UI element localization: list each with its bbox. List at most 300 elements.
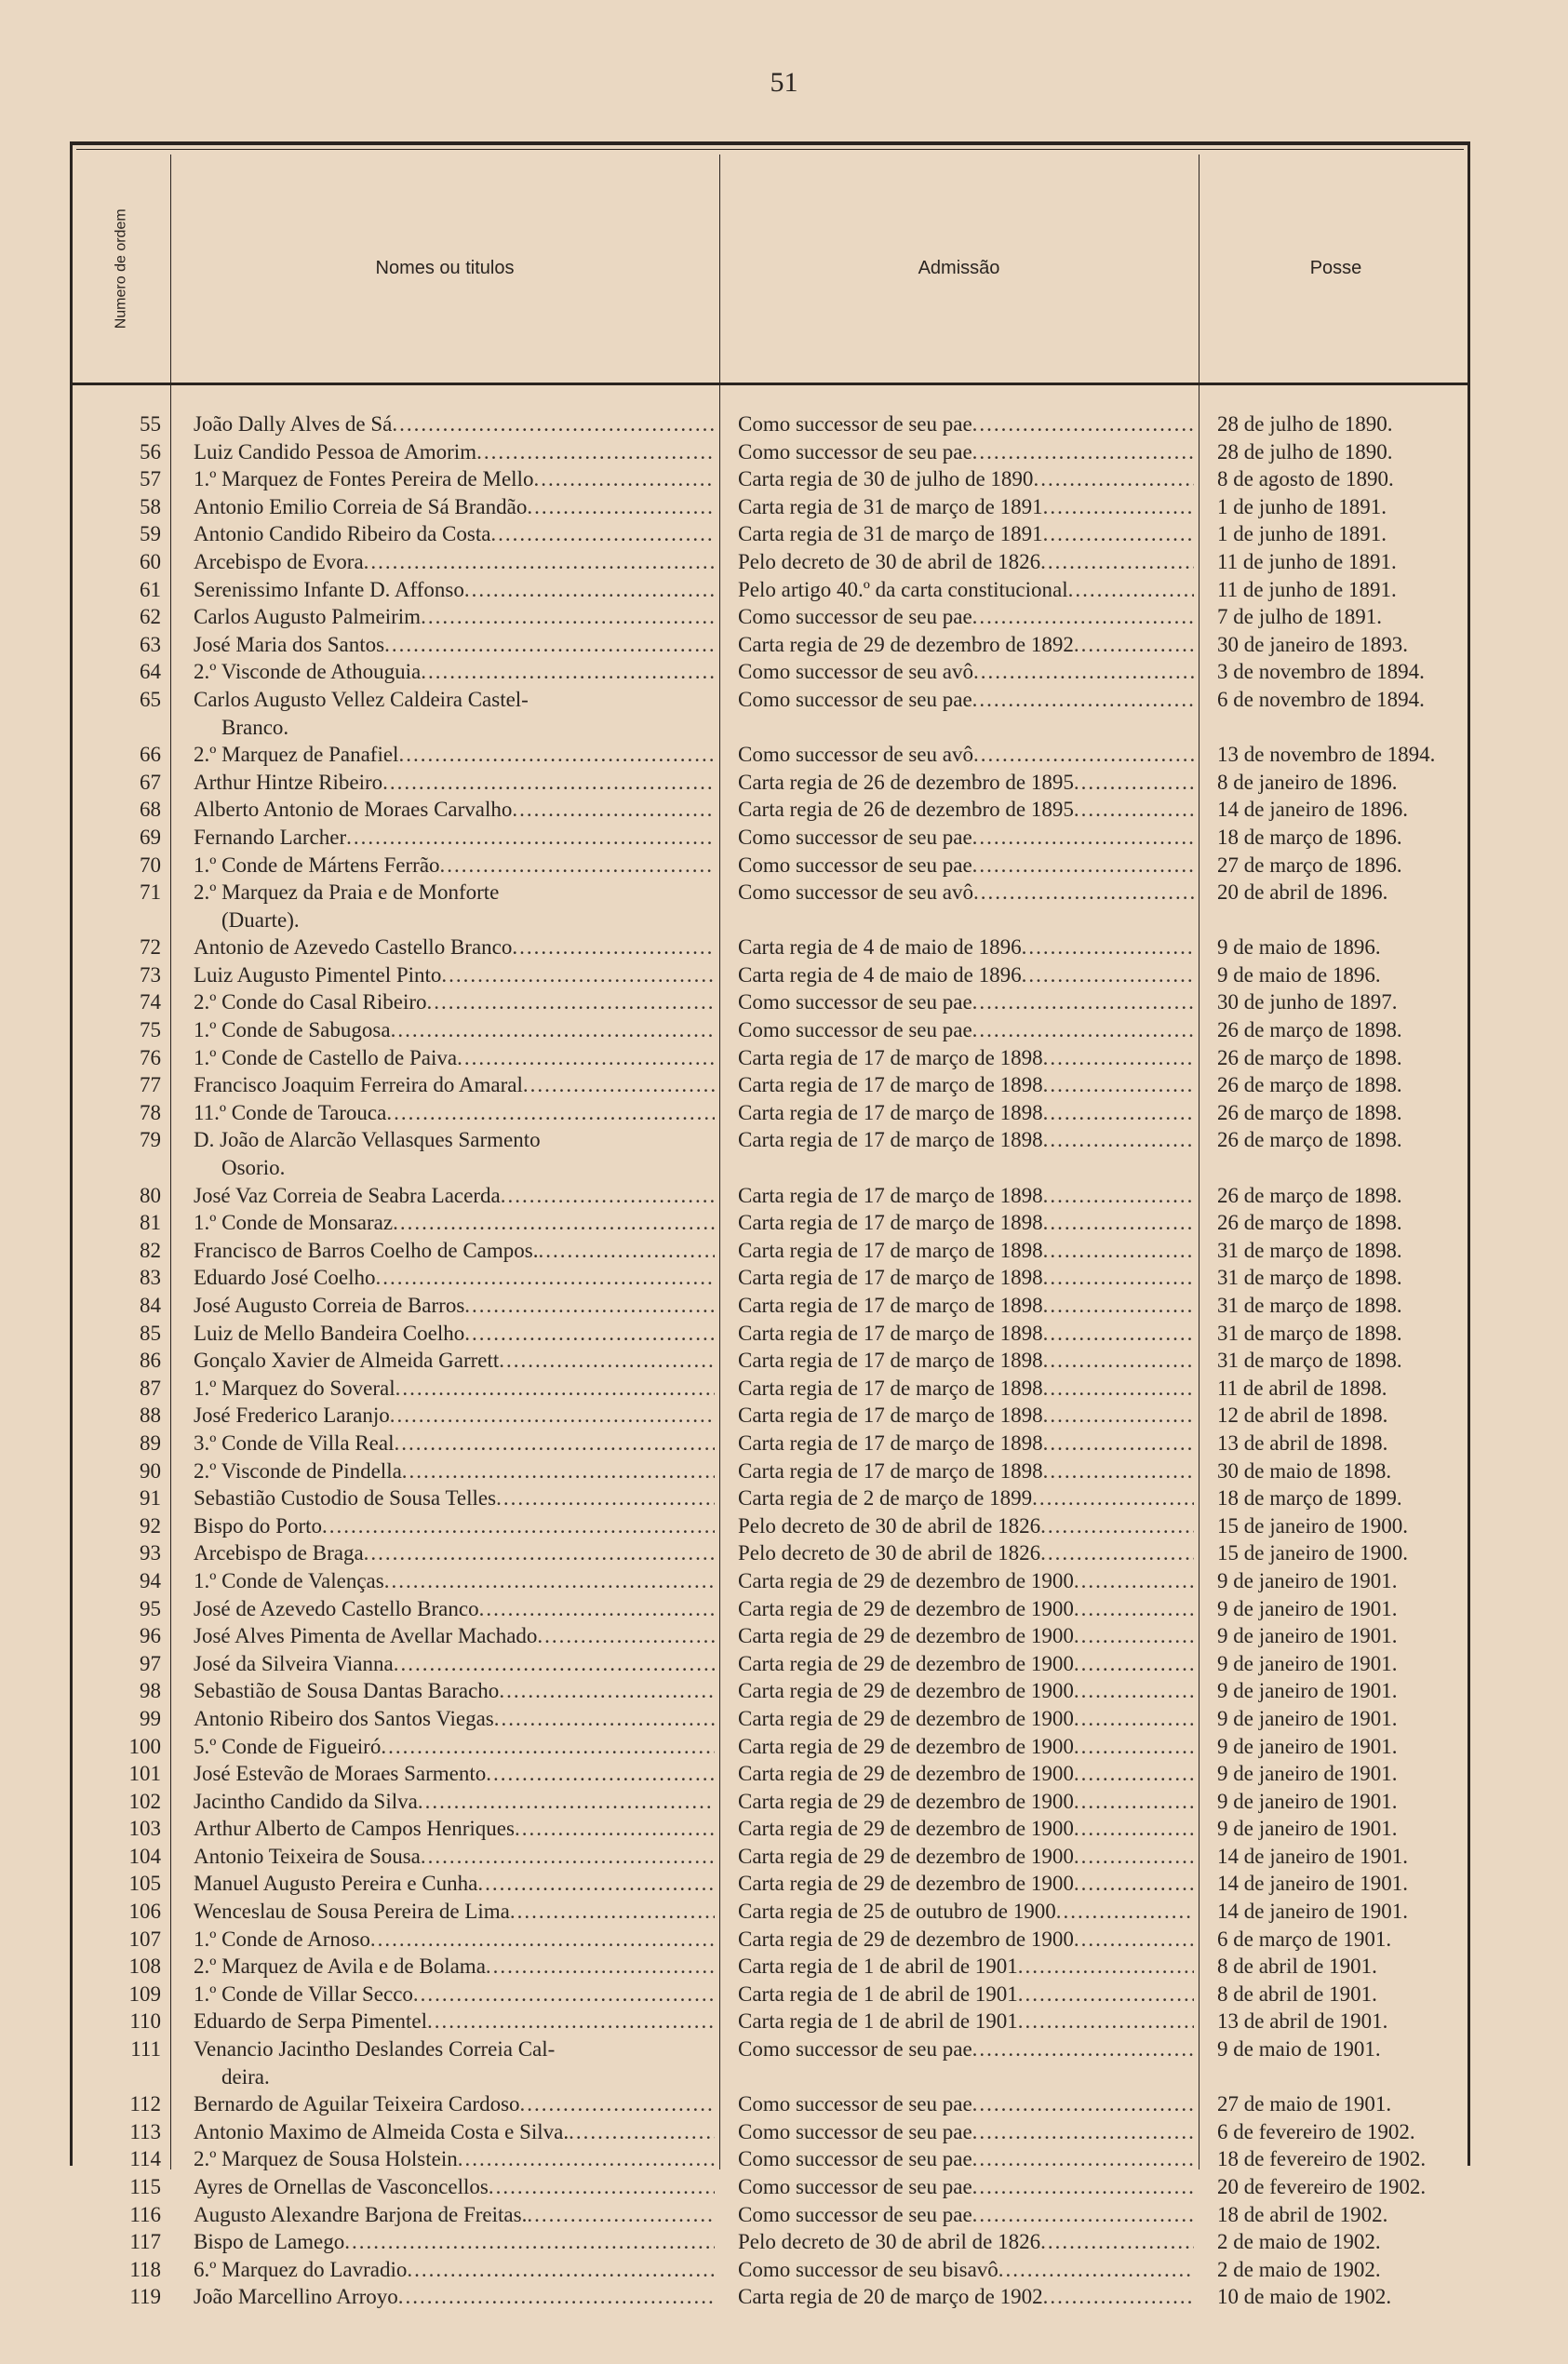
row-admissao bbox=[738, 1539, 1194, 1567]
row-posse: 18 de março de 1899. bbox=[1217, 1486, 1402, 1511]
row-number: 87 bbox=[140, 1376, 161, 1400]
row-name-text: Antonio Teixeira de Sousa bbox=[194, 1844, 421, 1868]
table-row bbox=[73, 769, 1467, 797]
row-number: 113 bbox=[129, 2119, 161, 2143]
row-name bbox=[194, 2145, 715, 2173]
row-name bbox=[194, 1375, 715, 1403]
dot-leader bbox=[370, 1926, 715, 1954]
row-posse: 1 de junho de 1891. bbox=[1217, 522, 1387, 546]
dot-leader bbox=[477, 1870, 715, 1898]
row-admissao bbox=[738, 741, 1194, 769]
row-name bbox=[194, 1650, 715, 1678]
row-admissao-text: Carta regia de 29 de dezembro de 1900 bbox=[738, 1734, 1074, 1758]
row-admissao-text: Como successor de seu pae bbox=[738, 2119, 972, 2143]
row-admissao-text: Como successor de seu pae bbox=[738, 2147, 972, 2171]
row-name-text: 2.º Visconde de Pindella bbox=[194, 1458, 402, 1483]
row-name-text: José Maria dos Santos bbox=[194, 632, 385, 656]
row-name bbox=[194, 2201, 715, 2229]
row-name-text: Luiz de Mello Bandeira Coelho bbox=[194, 1321, 465, 1345]
dot-leader bbox=[1043, 1099, 1194, 1127]
dot-leader bbox=[1043, 1457, 1194, 1485]
row-name bbox=[194, 1843, 715, 1871]
row-admissao-text: Como successor de seu pae bbox=[738, 853, 972, 877]
row-number: 95 bbox=[140, 1596, 161, 1620]
row-name bbox=[194, 1512, 715, 1540]
row-posse: 31 de março de 1898. bbox=[1217, 1349, 1402, 1373]
row-name-text: Wenceslau de Sousa Pereira de Lima bbox=[194, 1900, 510, 1924]
dot-leader bbox=[972, 2118, 1194, 2146]
dot-leader bbox=[973, 879, 1194, 907]
row-number: 76 bbox=[140, 1045, 161, 1069]
dot-leader bbox=[972, 438, 1194, 466]
row-posse: 8 de abril de 1901. bbox=[1217, 1954, 1377, 1979]
dot-leader bbox=[1074, 1870, 1194, 1898]
row-name bbox=[194, 1347, 715, 1375]
row-admissao bbox=[738, 576, 1194, 604]
row-admissao bbox=[738, 1264, 1194, 1292]
row-name bbox=[194, 1733, 715, 1761]
row-admissao-text: Carta regia de 29 de dezembro de 1900 bbox=[738, 1789, 1074, 1813]
row-number: 75 bbox=[140, 1018, 161, 1042]
dot-leader bbox=[1074, 1622, 1194, 1650]
row-name-text: 2.º Marquez de Panafiel bbox=[194, 743, 399, 767]
row-name-line-1: D. João de Alarcão Vellasques Sarmento bbox=[194, 1128, 541, 1152]
row-posse: 9 de janeiro de 1901. bbox=[1217, 1762, 1398, 1786]
table-row bbox=[73, 796, 1467, 824]
dot-leader bbox=[1043, 1237, 1194, 1265]
row-posse: 14 de janeiro de 1901. bbox=[1217, 1900, 1409, 1924]
table-row bbox=[73, 1320, 1467, 1348]
row-admissao-text: Carta regia de 26 de dezembro de 1895 bbox=[738, 770, 1074, 794]
row-admissao bbox=[738, 988, 1194, 1016]
row-admissao-text: Carta regia de 17 de março de 1898 bbox=[738, 1430, 1043, 1455]
row-name-text: Augusto Alexandre Barjona de Freitas. bbox=[194, 2202, 528, 2226]
row-admissao bbox=[738, 1815, 1194, 1843]
row-admissao bbox=[738, 1320, 1194, 1348]
row-number: 89 bbox=[140, 1430, 161, 1455]
row-name bbox=[194, 1595, 715, 1623]
row-admissao-text: Carta regia de 25 de outubro de 1900 bbox=[738, 1900, 1056, 1924]
row-name bbox=[194, 1677, 715, 1705]
table-row bbox=[73, 852, 1467, 880]
row-posse: 30 de maio de 1898. bbox=[1217, 1458, 1392, 1483]
row-admissao bbox=[738, 1375, 1194, 1403]
row-admissao-text: Como successor de seu pae bbox=[738, 1018, 972, 1042]
row-name bbox=[194, 1898, 715, 1926]
table-row bbox=[73, 465, 1467, 493]
row-admissao-text: Carta regia de 17 de março de 1898 bbox=[738, 1128, 1043, 1152]
row-admissao bbox=[738, 1622, 1194, 1650]
dot-leader bbox=[496, 1484, 715, 1512]
row-name-text: 5.º Conde de Figueiró bbox=[194, 1734, 382, 1758]
row-posse: 9 de janeiro de 1901. bbox=[1217, 1679, 1398, 1703]
row-number: 117 bbox=[129, 2230, 161, 2254]
row-posse: 26 de março de 1898. bbox=[1217, 1183, 1402, 1207]
row-admissao bbox=[738, 1733, 1194, 1761]
dot-leader bbox=[386, 1099, 715, 1127]
dot-leader bbox=[512, 796, 715, 824]
row-posse: 6 de novembro de 1894. bbox=[1217, 687, 1425, 711]
row-posse: 9 de maio de 1896. bbox=[1217, 935, 1381, 960]
row-name-text: Sebastião Custodio de Sousa Telles bbox=[194, 1486, 497, 1511]
row-posse: 26 de março de 1898. bbox=[1217, 1128, 1402, 1152]
table-row bbox=[73, 1650, 1467, 1678]
row-name-text: José de Azevedo Castello Branco bbox=[194, 1596, 479, 1620]
dot-leader bbox=[1074, 1760, 1194, 1788]
row-posse: 13 de abril de 1898. bbox=[1217, 1430, 1388, 1455]
dot-leader bbox=[1040, 2228, 1194, 2256]
dot-leader bbox=[499, 1677, 715, 1705]
register-table bbox=[70, 141, 1470, 2309]
dot-leader bbox=[413, 1981, 715, 2008]
table-row bbox=[73, 1788, 1467, 1816]
dot-leader bbox=[1074, 631, 1194, 659]
row-name bbox=[194, 961, 715, 989]
row-posse: 27 de março de 1896. bbox=[1217, 853, 1402, 877]
table-row bbox=[73, 1512, 1467, 1540]
row-admissao-text: Carta regia de 29 de dezembro de 1900 bbox=[738, 1706, 1074, 1730]
dot-leader bbox=[479, 1595, 715, 1623]
row-admissao-text: Como successor de seu pae bbox=[738, 2202, 972, 2226]
row-posse: 15 de janeiro de 1900. bbox=[1217, 1541, 1409, 1565]
row-admissao-text: Carta regia de 17 de março de 1898 bbox=[738, 1404, 1043, 1428]
row-posse: 8 de abril de 1901. bbox=[1217, 1981, 1377, 2006]
row-name-text: Alberto Antonio de Moraes Carvalho bbox=[194, 798, 513, 822]
row-name bbox=[194, 631, 715, 659]
row-admissao bbox=[738, 2201, 1194, 2229]
row-number: 77 bbox=[140, 1073, 161, 1097]
row-name-line-2: (Duarte). bbox=[221, 907, 300, 932]
row-name-text: 2.º Visconde de Athouguia bbox=[194, 660, 422, 684]
row-name bbox=[194, 1926, 715, 1954]
row-posse: 13 de abril de 1901. bbox=[1217, 2009, 1388, 2034]
row-name-text: José Vaz Correia de Seabra Lacerda bbox=[194, 1183, 501, 1207]
row-admissao-text: Carta regia de 1 de abril de 1901 bbox=[738, 1981, 1018, 2006]
row-name bbox=[194, 1071, 715, 1099]
row-name-text: Gonçalo Xavier de Almeida Garrett bbox=[194, 1349, 500, 1373]
row-number: 91 bbox=[140, 1486, 161, 1511]
row-name bbox=[194, 1953, 715, 1981]
row-posse: 11 de junho de 1891. bbox=[1217, 549, 1397, 573]
row-name bbox=[194, 520, 715, 548]
dot-leader bbox=[1074, 1815, 1194, 1843]
row-name-text: Fernando Larcher bbox=[194, 825, 347, 849]
table-row bbox=[73, 1815, 1467, 1843]
row-number: 92 bbox=[140, 1513, 161, 1538]
row-name bbox=[194, 1126, 715, 1181]
row-admissao bbox=[738, 410, 1194, 438]
row-number: 80 bbox=[140, 1183, 161, 1207]
row-posse: 9 de janeiro de 1901. bbox=[1217, 1734, 1398, 1758]
dot-leader bbox=[523, 1071, 715, 1099]
row-admissao bbox=[738, 1981, 1194, 2008]
dot-leader bbox=[972, 603, 1194, 631]
row-name-text: José Frederico Laranjo bbox=[194, 1404, 390, 1428]
row-admissao-text: Carta regia de 17 de março de 1898 bbox=[738, 1238, 1043, 1262]
table-row bbox=[73, 548, 1467, 576]
dot-leader bbox=[394, 1650, 715, 1678]
table-row bbox=[73, 1292, 1467, 1320]
row-number: 79 bbox=[140, 1128, 161, 1152]
row-name-text: Antonio Candido Ribeiro da Costa bbox=[194, 522, 491, 546]
row-name-text: José Estevão de Moraes Sarmento bbox=[194, 1762, 487, 1786]
table-row bbox=[73, 1870, 1467, 1898]
dot-leader bbox=[486, 1760, 715, 1788]
row-posse: 28 de julho de 1890. bbox=[1217, 412, 1393, 436]
row-admissao bbox=[738, 1182, 1194, 1210]
row-posse: 9 de janeiro de 1901. bbox=[1217, 1817, 1398, 1841]
row-admissao-text: Pelo decreto de 30 de abril de 1826 bbox=[738, 1513, 1041, 1538]
row-name bbox=[194, 2118, 715, 2146]
table-row bbox=[73, 1760, 1467, 1788]
table-row bbox=[73, 1595, 1467, 1623]
row-name bbox=[194, 1430, 715, 1457]
row-posse: 18 de março de 1896. bbox=[1217, 825, 1402, 849]
row-name bbox=[194, 465, 715, 493]
row-name-text: Bispo de Lamego bbox=[194, 2230, 345, 2254]
row-name-line-2: Osorio. bbox=[221, 1156, 286, 1180]
row-number: 58 bbox=[140, 494, 161, 518]
table-row bbox=[73, 603, 1467, 631]
dot-leader bbox=[972, 686, 1194, 714]
row-admissao-text: Carta regia de 20 de março de 1902 bbox=[738, 2285, 1043, 2309]
table-row bbox=[73, 2145, 1467, 2173]
row-posse: 18 de abril de 1902. bbox=[1217, 2202, 1388, 2226]
row-name bbox=[194, 1705, 715, 1733]
row-admissao bbox=[738, 1099, 1194, 1127]
dot-leader bbox=[384, 1567, 715, 1595]
row-admissao bbox=[738, 465, 1194, 493]
row-admissao bbox=[738, 2173, 1194, 2201]
dot-leader bbox=[398, 741, 715, 769]
row-name-text: 3.º Conde de Villa Real bbox=[194, 1430, 395, 1455]
dot-leader bbox=[458, 2145, 715, 2173]
row-name-text: 1.º Marquez do Soveral bbox=[194, 1376, 395, 1400]
table-row bbox=[73, 934, 1467, 961]
dot-leader bbox=[1043, 1182, 1194, 1210]
row-posse: 20 de abril de 1896. bbox=[1217, 880, 1388, 905]
dot-leader bbox=[537, 1622, 715, 1650]
row-admissao-text: Como successor de seu pae bbox=[738, 990, 972, 1014]
row-admissao-text: Como successor de seu pae bbox=[738, 412, 972, 436]
row-number: 106 bbox=[128, 1900, 161, 1924]
row-number: 99 bbox=[140, 1706, 161, 1730]
row-posse: 11 de abril de 1898. bbox=[1217, 1376, 1387, 1400]
row-name-line-1: 2.º Marquez da Praia e de Monforte bbox=[194, 880, 500, 905]
table-row bbox=[73, 824, 1467, 852]
dot-leader bbox=[441, 961, 715, 989]
row-admissao-text: Carta regia de 17 de março de 1898 bbox=[738, 1321, 1043, 1345]
row-number: 102 bbox=[128, 1789, 161, 1813]
dot-leader bbox=[421, 603, 715, 631]
row-admissao-text: Carta regia de 29 de dezembro de 1900 bbox=[738, 1817, 1074, 1841]
row-admissao-text: Carta regia de 4 de maio de 1896 bbox=[738, 935, 1022, 960]
dot-leader bbox=[1043, 1347, 1194, 1375]
row-name bbox=[194, 1182, 715, 1210]
row-number: 109 bbox=[128, 1981, 161, 2006]
dot-leader bbox=[464, 1320, 715, 1348]
dot-leader bbox=[1074, 1705, 1194, 1733]
row-admissao bbox=[738, 961, 1194, 989]
row-admissao bbox=[738, 879, 1194, 907]
dot-leader bbox=[395, 1375, 715, 1403]
dot-leader bbox=[538, 1237, 715, 1265]
row-posse: 3 de novembro de 1894. bbox=[1217, 660, 1425, 684]
row-number: 55 bbox=[140, 412, 161, 436]
row-posse: 10 de maio de 1902. bbox=[1217, 2285, 1392, 2309]
table-header bbox=[73, 154, 1467, 385]
table-row bbox=[73, 2173, 1467, 2201]
table-row bbox=[73, 1071, 1467, 1099]
dot-leader bbox=[421, 658, 715, 686]
dot-leader bbox=[1043, 1375, 1194, 1403]
dot-leader bbox=[569, 2118, 715, 2146]
table-row bbox=[73, 1209, 1467, 1237]
row-admissao bbox=[738, 603, 1194, 631]
row-number: 115 bbox=[129, 2175, 161, 2198]
row-number: 96 bbox=[140, 1624, 161, 1648]
row-number: 82 bbox=[140, 1238, 161, 1262]
table-row bbox=[73, 1264, 1467, 1292]
row-number: 74 bbox=[140, 990, 161, 1014]
row-admissao bbox=[738, 520, 1194, 548]
row-number: 105 bbox=[128, 1872, 161, 1896]
row-name bbox=[194, 1788, 715, 1816]
row-admissao bbox=[738, 934, 1194, 961]
row-admissao bbox=[738, 1677, 1194, 1705]
table-row bbox=[73, 493, 1467, 521]
table-row bbox=[73, 1677, 1467, 1705]
row-name-text: 6.º Marquez do Lavradio bbox=[194, 2257, 408, 2281]
row-name-text: Antonio Emilio Correia de Sá Brandão bbox=[194, 494, 528, 518]
row-number: 110 bbox=[129, 2009, 161, 2034]
row-admissao bbox=[738, 1953, 1194, 1981]
row-name bbox=[194, 1815, 715, 1843]
row-number: 65 bbox=[140, 687, 161, 711]
row-admissao bbox=[738, 2283, 1194, 2311]
row-name bbox=[194, 879, 715, 934]
row-admissao-text: Carta regia de 17 de março de 1898 bbox=[738, 1376, 1043, 1400]
row-posse: 30 de janeiro de 1893. bbox=[1217, 632, 1409, 656]
row-admissao-text: Carta regia de 17 de março de 1898 bbox=[738, 1100, 1043, 1124]
row-name bbox=[194, 2283, 715, 2311]
row-admissao-text: Carta regia de 31 de março de 1891 bbox=[738, 494, 1043, 518]
table-row bbox=[73, 741, 1467, 769]
row-number: 119 bbox=[129, 2285, 161, 2309]
row-number: 112 bbox=[129, 2092, 161, 2116]
row-admissao-text: Carta regia de 31 de março de 1891 bbox=[738, 522, 1043, 546]
row-name bbox=[194, 2256, 715, 2284]
dot-leader bbox=[486, 1953, 715, 1981]
row-number: 101 bbox=[128, 1762, 161, 1786]
row-admissao bbox=[738, 1926, 1194, 1954]
dot-leader bbox=[972, 2035, 1194, 2063]
table-row bbox=[73, 1182, 1467, 1210]
row-name-text: 1.º Conde de Castello de Paiva bbox=[194, 1045, 458, 1069]
row-admissao-text: Como successor de seu pae bbox=[738, 2175, 972, 2198]
dot-leader bbox=[1043, 2283, 1194, 2311]
row-admissao bbox=[738, 1898, 1194, 1926]
row-name-text: Antonio Maximo de Almeida Costa e Silva. bbox=[194, 2119, 570, 2143]
row-posse: 6 de março de 1901. bbox=[1217, 1927, 1392, 1951]
table-row bbox=[73, 631, 1467, 659]
row-name-text: Carlos Augusto Palmeirim bbox=[194, 605, 422, 629]
row-name-text: Sebastião de Sousa Dantas Baracho bbox=[194, 1679, 500, 1703]
row-admissao-text: Carta regia de 17 de março de 1898 bbox=[738, 1458, 1043, 1483]
row-name bbox=[194, 438, 715, 466]
row-admissao-text: Como successor de seu pae bbox=[738, 2092, 972, 2116]
table-row bbox=[73, 1898, 1467, 1926]
table-row bbox=[73, 2008, 1467, 2035]
row-admissao bbox=[738, 658, 1194, 686]
row-admissao bbox=[738, 1044, 1194, 1072]
table-row bbox=[73, 1539, 1467, 1567]
row-admissao bbox=[738, 769, 1194, 797]
table-row bbox=[73, 2228, 1467, 2256]
row-number: 71 bbox=[140, 880, 161, 905]
dot-leader bbox=[1040, 1539, 1194, 1567]
row-posse: 9 de janeiro de 1901. bbox=[1217, 1568, 1398, 1592]
dot-leader bbox=[1043, 1209, 1194, 1237]
dot-leader bbox=[398, 2283, 715, 2311]
row-posse: 9 de maio de 1896. bbox=[1217, 962, 1381, 987]
row-name-text: Antonio Ribeiro dos Santos Viegas bbox=[194, 1706, 494, 1730]
row-number: 66 bbox=[140, 743, 161, 767]
table-row bbox=[73, 1953, 1467, 1981]
row-name-text: Antonio de Azevedo Castello Branco bbox=[194, 935, 513, 960]
dot-leader bbox=[1074, 1843, 1194, 1871]
row-name-text: Arcebispo de Evora bbox=[194, 549, 364, 573]
dot-leader bbox=[1074, 1788, 1194, 1816]
row-admissao-text: Carta regia de 2 de março de 1899 bbox=[738, 1486, 1033, 1511]
row-name-text: José Alves Pimenta de Avellar Machado bbox=[194, 1624, 538, 1648]
row-number: 114 bbox=[129, 2147, 161, 2171]
row-name-line-1: Venancio Jacintho Deslandes Correia Cal- bbox=[194, 2037, 556, 2062]
row-admissao bbox=[738, 1595, 1194, 1623]
row-name bbox=[194, 548, 715, 576]
table-row bbox=[73, 1402, 1467, 1430]
dot-leader bbox=[1074, 1733, 1194, 1761]
row-admissao-text: Como successor de seu avô bbox=[738, 660, 973, 684]
row-number: 108 bbox=[128, 1954, 161, 1979]
table-row bbox=[73, 1099, 1467, 1127]
row-number: 104 bbox=[128, 1844, 161, 1868]
row-name-text: 1.º Conde de Monsaraz bbox=[194, 1211, 394, 1235]
dot-leader bbox=[407, 2256, 715, 2284]
header-nomes: Nomes ou titulos bbox=[170, 154, 720, 383]
row-number: 116 bbox=[129, 2202, 161, 2226]
row-admissao bbox=[738, 2145, 1194, 2173]
row-posse: 9 de janeiro de 1901. bbox=[1217, 1624, 1398, 1648]
row-admissao-text: Carta regia de 30 de julho de 1890 bbox=[738, 467, 1034, 491]
row-admissao-text: Carta regia de 29 de dezembro de 1900 bbox=[738, 1872, 1074, 1896]
dot-leader bbox=[402, 1457, 715, 1485]
dot-leader bbox=[973, 658, 1194, 686]
row-name bbox=[194, 410, 715, 438]
row-number: 107 bbox=[128, 1927, 161, 1951]
row-name bbox=[194, 2228, 715, 2256]
table-row bbox=[73, 438, 1467, 466]
row-name bbox=[194, 1484, 715, 1512]
row-admissao-text: Carta regia de 29 de dezembro de 1900 bbox=[738, 1679, 1074, 1703]
row-posse: 31 de março de 1898. bbox=[1217, 1266, 1402, 1290]
row-name bbox=[194, 576, 715, 604]
row-number: 59 bbox=[140, 522, 161, 546]
row-admissao-text: Como successor de seu avô bbox=[738, 743, 973, 767]
row-admissao bbox=[738, 1402, 1194, 1430]
row-admissao-text: Carta regia de 17 de março de 1898 bbox=[738, 1211, 1043, 1235]
dot-leader bbox=[1018, 1953, 1194, 1981]
